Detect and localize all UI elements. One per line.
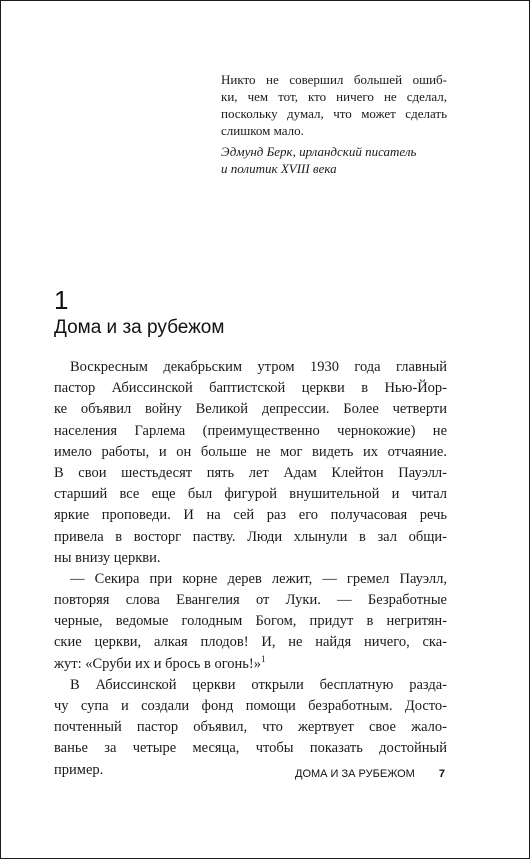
text-line: старший все еще был фигурой внушительной и читал bbox=[54, 486, 447, 503]
chapter-title: Дома и за рубежом bbox=[54, 317, 225, 338]
text-line: ванье за четыре месяца, чтобы показать достойный bbox=[54, 740, 447, 757]
page-number: 7 bbox=[438, 768, 445, 780]
chapter-number: 1 bbox=[54, 285, 69, 315]
epigraph-quote-line: ки, чем тот, кто ничего не сделал, bbox=[221, 89, 447, 104]
epigraph-quote-line: Никто не совершил большей ошиб- bbox=[221, 72, 447, 87]
epigraph-attribution bbox=[221, 143, 447, 177]
text-line: — Секира при корне дерев лежит, — гремел Пауэлл, bbox=[70, 570, 447, 587]
epigraph-quote-line: поскольку думал, что может сделать bbox=[221, 106, 447, 121]
text-line: черные, ведомые голодным Богом, придут в негритян- bbox=[54, 613, 447, 630]
epigraph-quote bbox=[221, 71, 447, 139]
text-line: яркие проповеди. И на сей раз его получасовая речь bbox=[54, 507, 447, 524]
text-line: ские церкви, алкая плодов! И, не найдя ничего, ска- bbox=[54, 634, 447, 651]
text-line: повторяя слова Евангелия от Луки. — Безработные bbox=[54, 592, 447, 609]
text-line bbox=[54, 654, 447, 675]
paragraph bbox=[54, 357, 447, 569]
epigraph-quote-line: слишком мало. bbox=[221, 123, 304, 138]
epigraph-attribution-line: и политик XVIII века bbox=[221, 161, 337, 176]
text-line: привела в восторг паству. Люди хлынули в зал общи- bbox=[54, 528, 447, 545]
text-line: В свои шестьдесят пять лет Адам Клейтон Пауэлл- bbox=[54, 464, 447, 481]
text-line: населения Гарлема (преимущественно чернокожие) не bbox=[54, 422, 447, 439]
text-line: имело работы, и он больше не мог видеть их отчаяние. bbox=[54, 443, 447, 460]
paragraph bbox=[54, 569, 447, 675]
text-line: В Абиссинской церкви открыли бесплатную разда- bbox=[70, 676, 447, 693]
text-line: Воскресным декабрьским утром 1930 года главный bbox=[70, 359, 447, 375]
text-line: пастор Абиссинской баптистской церкви в Нью-Йор- bbox=[54, 380, 447, 397]
epigraph-attribution-line: Эдмунд Берк, ирландский писатель bbox=[221, 144, 417, 159]
running-title: ДОМА И ЗА РУБЕЖОМ bbox=[295, 768, 415, 780]
epigraph bbox=[221, 71, 447, 177]
text-line-content: жут: «Сруби их и брось в огонь!» bbox=[54, 655, 262, 672]
text-line: пример. bbox=[54, 761, 104, 778]
text-line: чу супа и создали фонд помощи безработным. Досто- bbox=[54, 698, 447, 714]
text-line: ны внизу церкви. bbox=[54, 549, 161, 566]
footnote-reference[interactable]: 1 bbox=[261, 653, 266, 664]
text-line: почтенный пастор объявил, что жертвует свое жало- bbox=[54, 719, 447, 736]
chapter-body bbox=[54, 357, 447, 781]
text-line: ке объявил войну Великой депрессии. Более четверти bbox=[54, 401, 447, 418]
paragraph bbox=[54, 675, 447, 781]
